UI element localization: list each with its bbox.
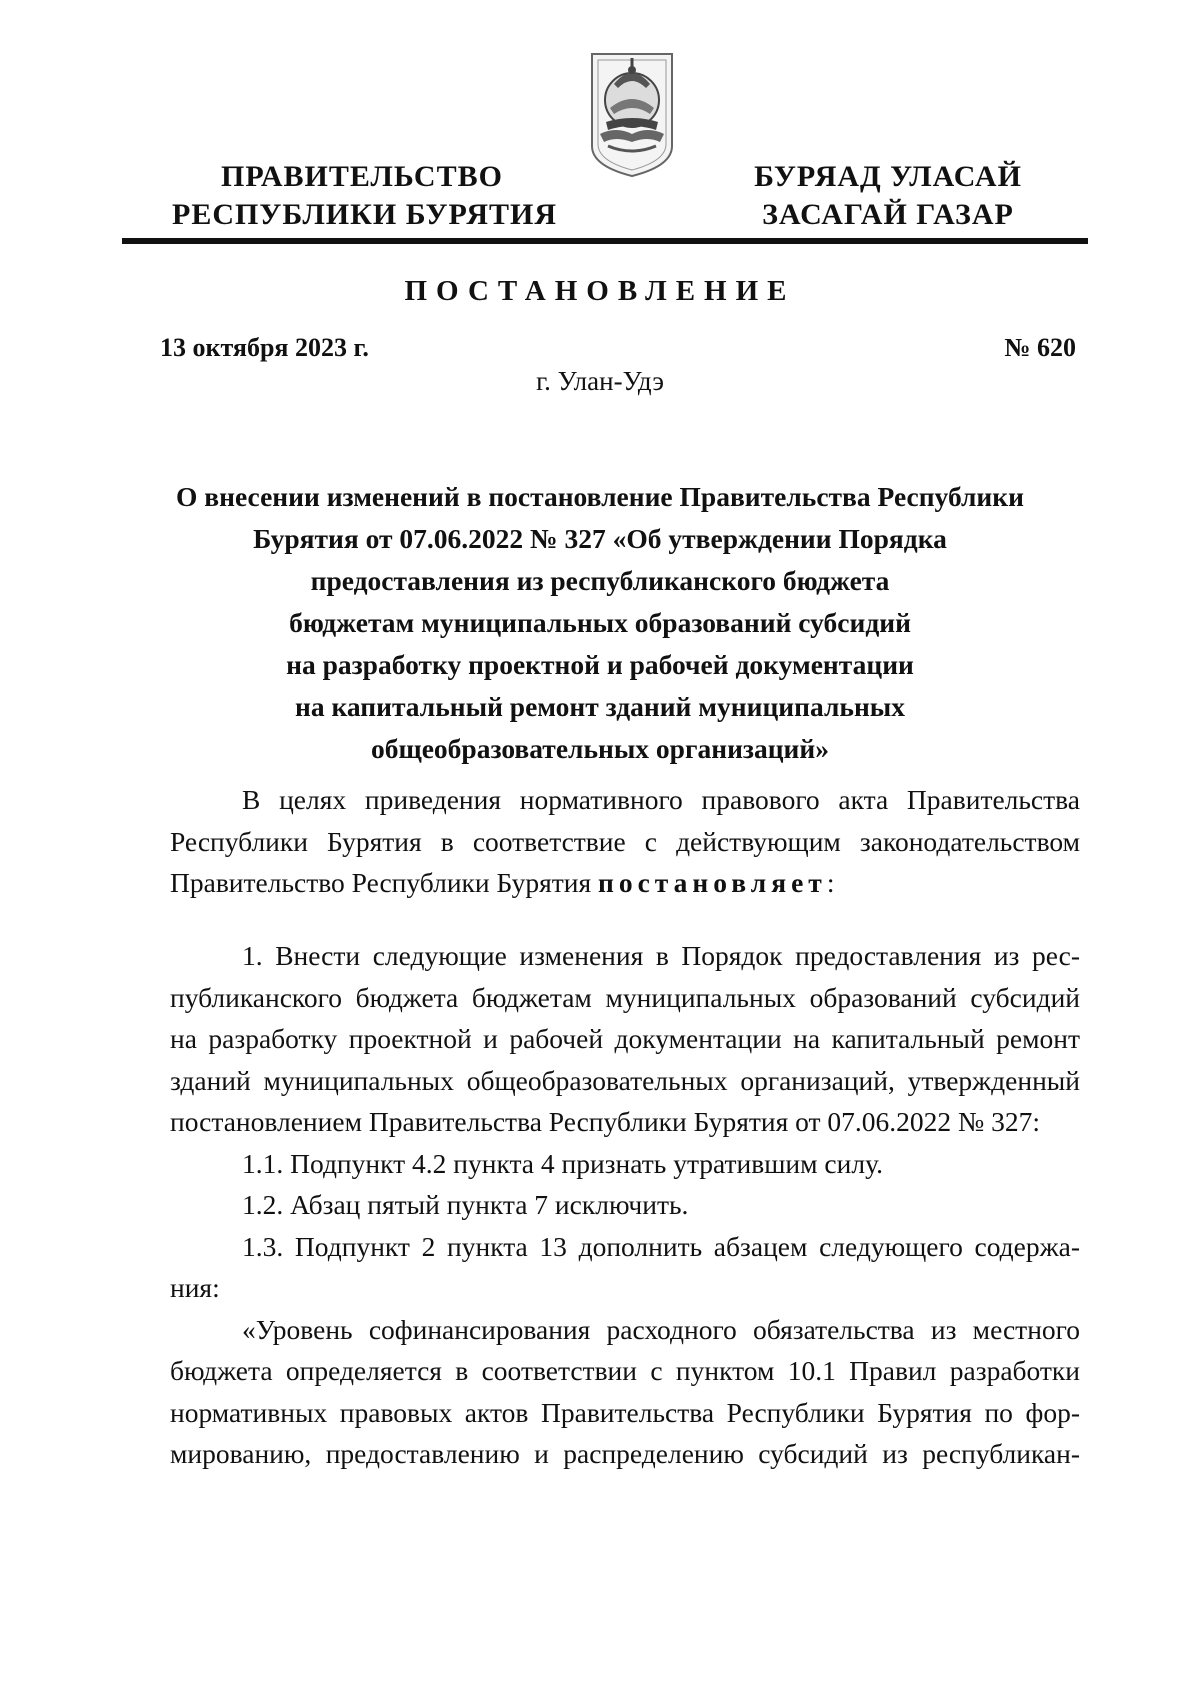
resolves-word: постановляет bbox=[598, 867, 827, 898]
paragraph-line: постановлением Правительства Республики Бурятия от 07.06.2022 № 327: bbox=[170, 1106, 1041, 1137]
quote-line: нормативных правовых актов Правительства Республики Бурятия по фор- bbox=[170, 1396, 1080, 1428]
preamble-prefix: Правительство Республики Бурятия bbox=[170, 867, 598, 898]
document-date: 13 октября 2023 г. bbox=[160, 333, 369, 362]
quote-line: бюджета определяется в соответствии с пунктом 10.1 Правил разработки bbox=[170, 1355, 1080, 1386]
document-type: ПОСТАНОВЛЕНИЕ bbox=[404, 275, 796, 307]
preamble-paragraph bbox=[170, 779, 1080, 904]
coat-of-arms-emblem-icon bbox=[586, 48, 678, 180]
paragraph-line bbox=[170, 862, 1080, 904]
item-1-paragraph bbox=[170, 935, 1080, 1475]
sub-item-1-1: 1.1. Подпункт 4.2 пункта 4 признать утратившим силу. bbox=[242, 1147, 883, 1179]
quote-line: «Уровень софинансирования расходного обязательства из местного bbox=[242, 1313, 1080, 1345]
org-name-buryat bbox=[738, 158, 1038, 234]
paragraph-line: Республики Бурятия в соответствие с действующим законодательством bbox=[170, 825, 1080, 857]
org-name-line: ЗАСАГАЙ ГАЗАР bbox=[762, 198, 1014, 231]
title-line: на капитальный ремонт зданий муниципальных bbox=[294, 691, 906, 722]
document-city: г. Улан-Удэ bbox=[536, 366, 664, 396]
document-title bbox=[150, 476, 1050, 770]
paragraph-line: В целях приведения нормативного правового акта Правительства bbox=[242, 784, 1080, 815]
paragraph-line: публиканского бюджета бюджетам муниципальных образований субсидий bbox=[170, 981, 1080, 1013]
title-line: Бурятия от 07.06.2022 № 327 «Об утверждении Порядка bbox=[253, 523, 947, 554]
title-line: предоставления из республиканского бюджета bbox=[310, 565, 890, 596]
header-divider bbox=[122, 238, 1088, 244]
title-line: на разработку проектной и рабочей документации bbox=[286, 649, 914, 680]
paragraph-line: зданий муниципальных общеобразовательных организаций, утвержденный bbox=[170, 1064, 1080, 1096]
org-name-line: БУРЯАД УЛАСАЙ bbox=[754, 160, 1022, 193]
quote-line: мированию, предоставлению и распределению субсидий из республикан- bbox=[170, 1438, 1080, 1469]
title-line: О внесении изменений в постановление Правительства Республики bbox=[176, 481, 1024, 512]
preamble-suffix: : bbox=[826, 867, 835, 898]
org-name-line: РЕСПУБЛИКИ БУРЯТИЯ bbox=[172, 198, 558, 231]
org-name-russian bbox=[172, 158, 558, 234]
sub-item-1-2: 1.2. Абзац пятый пункта 7 исключить. bbox=[242, 1189, 689, 1220]
sub-item-1-3: 1.3. Подпункт 2 пункта 13 дополнить абзацем следующего содержа- bbox=[242, 1230, 1080, 1262]
title-line: общеобразовательных организаций» bbox=[371, 733, 829, 764]
org-name-line: ПРАВИТЕЛЬСТВО bbox=[221, 160, 503, 193]
paragraph-line: 1. Внести следующие изменения в Порядок предоставления из рес- bbox=[242, 940, 1080, 971]
paragraph-line: на разработку проектной и рабочей документации на капитальный ремонт bbox=[170, 1023, 1080, 1054]
title-line: бюджетам муниципальных образований субсидий bbox=[289, 607, 911, 638]
document-number: № 620 bbox=[1004, 333, 1076, 362]
paragraph-line: ния: bbox=[170, 1272, 220, 1303]
